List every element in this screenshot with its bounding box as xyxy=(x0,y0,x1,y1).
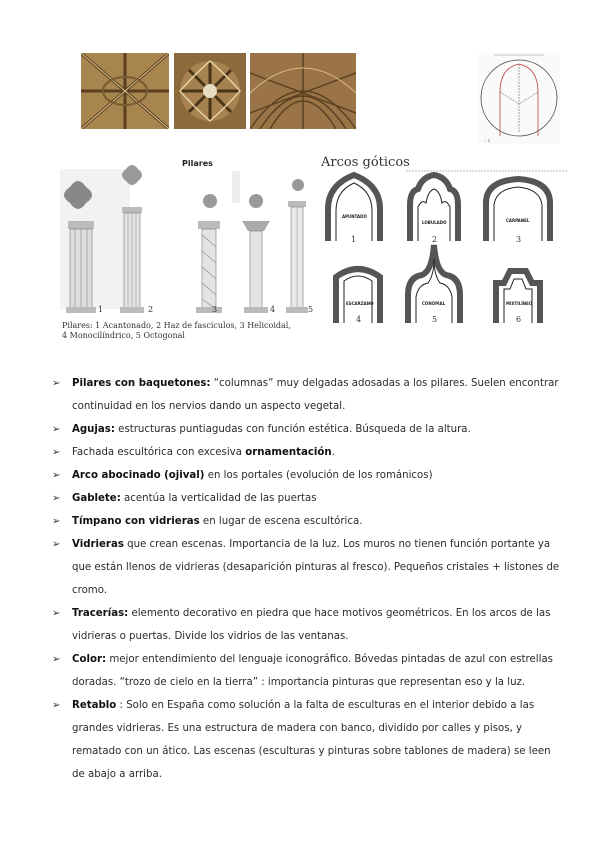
arrow-bullet-icon: ➢ xyxy=(52,378,61,389)
arrow-bullet-icon: ➢ xyxy=(52,654,61,665)
arrow-bullet-icon: ➢ xyxy=(52,470,61,481)
pillar-number-4: 4 xyxy=(270,305,276,314)
pillars-title: Pilares xyxy=(182,159,213,168)
pillars-caption-line1: Pilares: 1 Acantonado, 2 Haz de fascículos, 3 Helicoidal, xyxy=(62,321,291,330)
arches-title: Arcos góticos xyxy=(321,155,410,170)
arch-number-3: 3 xyxy=(516,235,522,244)
arrow-bullet-icon: ➢ xyxy=(52,700,61,711)
pillar-number-2: 2 xyxy=(148,305,154,314)
list-item: ➢ Tímpano con vidrieras en lugar de escena escultórica. xyxy=(52,510,562,533)
arrow-bullet-icon: ➢ xyxy=(52,447,61,458)
arrow-bullet-icon: ➢ xyxy=(52,539,61,550)
arrow-bullet-icon: ➢ xyxy=(52,608,61,619)
list-item: ➢ Arco abocinado (ojival) en los portales (evolución de los románicos) xyxy=(52,464,562,487)
list-item: ➢ Retablo : Solo en España como solución a la falta de esculturas en el interior debido a las grandes vidrieras. Es una estructura de madera con banco, dividido por calles y pisos, y rematado con un ático. Las escenas (esculturas y pinturas sobre tablones de madera) se leen de abajo a arriba. xyxy=(52,694,562,786)
vault-photo-1 xyxy=(81,53,169,129)
vault-photo-2 xyxy=(174,53,246,129)
arch-number-5: 5 xyxy=(432,315,438,324)
pillar-number-1: 1 xyxy=(98,305,104,314)
list-item: ➢ Agujas: estructuras puntiagudas con función estética. Búsqueda de la altura. xyxy=(52,418,562,441)
arch-tag-4: ESCARZANO xyxy=(346,301,374,306)
pillar-number-5: 5 xyxy=(308,305,314,314)
list-item: ➢ Pilares con baquetones: “columnas” muy delgadas adosadas a los pilares. Suelen encontrar continuidad en los nervios dando un aspecto vegetal. xyxy=(52,372,562,418)
list-item: ➢ Vidrieras que crean escenas. Importancia de la luz. Los muros no tienen función portante ya que están llenos de vidrieras (desaparición pinturas al fresco). Pequeños cristales + listones de cromo. xyxy=(52,533,562,602)
list-item: ➢ Tracerías: elemento decorativo en piedra que hace motivos geométricos. En los arcos de las vidrieras o puertas. Divide los vidrios de las ventanas. xyxy=(52,602,562,648)
list-item: ➢ Gablete: acentúa la verticalidad de las puertas xyxy=(52,487,562,510)
pillar-number-3: 3 xyxy=(212,305,218,314)
pillars-caption-line2: 4 Monocilíndrico, 5 Octogonal xyxy=(62,331,185,340)
svg-text:∴ s: ∴ s xyxy=(484,138,490,143)
arch-number-1: 1 xyxy=(351,235,357,244)
vault-photo-3 xyxy=(250,53,356,129)
list-item: ➢ Color: mejor entendimiento del lenguaje iconográfico. Bóvedas pintadas de azul con estrellas doradas. “trozo de cielo en la tierra” : importancia pinturas que representan eso y la luz. xyxy=(52,648,562,694)
gothic-features-list xyxy=(52,372,562,786)
arch-tag-3: CARPANEL xyxy=(506,218,530,223)
arch-tag-6: MIXTILÍNEO xyxy=(506,301,533,306)
arch-tag-1: APUNTADO xyxy=(342,214,367,219)
gothic-arches-figure xyxy=(318,155,570,327)
arch-tag-5: CONOPIAL xyxy=(422,301,446,306)
arch-number-6: 6 xyxy=(516,315,522,324)
pillars-figure xyxy=(60,155,320,343)
arch-tag-2: LOBULADO xyxy=(422,220,447,225)
arrow-bullet-icon: ➢ xyxy=(52,493,61,504)
arch-number-4: 4 xyxy=(356,315,362,324)
arch-construction-diagram xyxy=(478,52,560,144)
arch-number-2: 2 xyxy=(432,235,438,244)
arrow-bullet-icon: ➢ xyxy=(52,424,61,435)
list-item: ➢ Fachada escultórica con excesiva ornamentación. xyxy=(52,441,562,464)
arrow-bullet-icon: ➢ xyxy=(52,516,61,527)
